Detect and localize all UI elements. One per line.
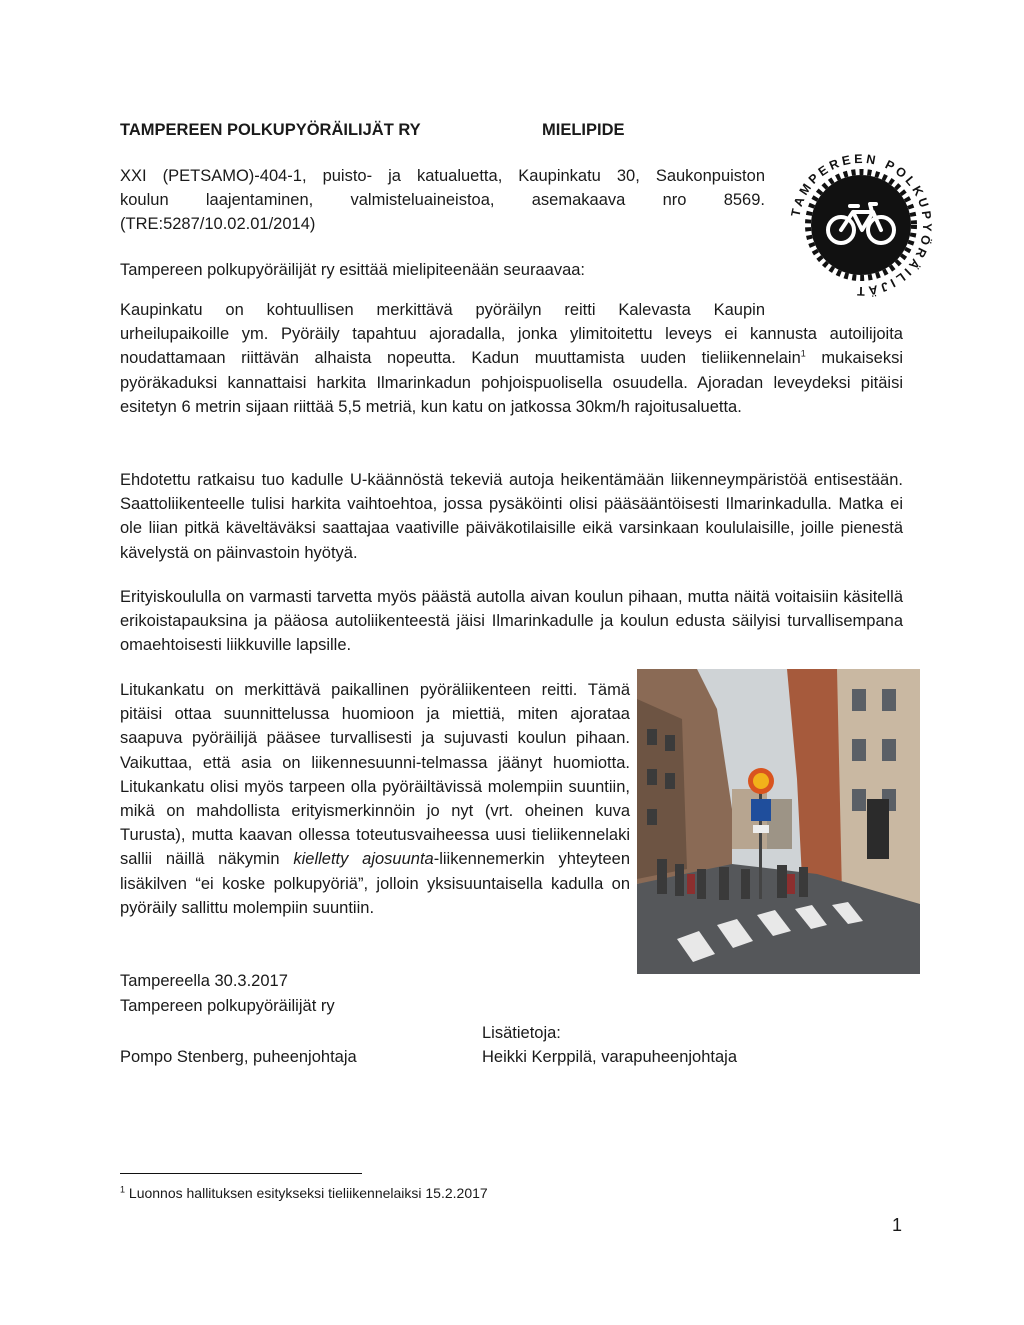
paragraph-1-text-b: mukaiseksi pyöräkaduksi kannattaisi harkita Ilmarinkadun pohjoispuolisella osuudella. Ajoradan leveydeksi pitäisi esitetyn 6 metrin sijaan riittää 5,5 metriä, kun katu on jatkossa 30km/h rajoitusaluetta. xyxy=(120,349,903,416)
footnote-text: Luonnos hallituksen esitykseksi tieliikennelaiksi 15.2.2017 xyxy=(125,1185,488,1201)
organization-header: TAMPEREEN POLKUPYÖRÄILIJÄT RY xyxy=(120,121,421,139)
paragraph-1-first-line: Kaupinkatu on kohtuullisen merkittävä pyöräilyn reitti Kalevasta Kaupin xyxy=(120,301,765,319)
paragraph-1-text-a: urheilupaikoille ym. Pyöräily tapahtuu ajoradalla, jonka ylimitoitettu leveys ei kannusta autoilijoita noudattamaan riittävän alhaista nopeutta. Kadun muuttamista uuden tieliikennelain xyxy=(120,325,903,368)
paragraph-4-text-b: -liikennemerkin yhteyteen lisäkilven “ei koske polkupyöriä”, jolloin yksisuuntaisella kadulla on pyöräily sallittu molempiin suuntiin. xyxy=(120,850,631,917)
footnote xyxy=(120,1185,488,1201)
signature-organization: Tampereen polkupyöräilijät ry xyxy=(120,997,335,1015)
subject-line-1: XXI (PETSAMO)-404-1, puisto- ja katualuetta, Kaupinkatu 30, Saukonpuiston xyxy=(120,167,765,185)
subject-line-2: koulun laajentaminen, valmisteluaineistoa, asemakaava nro 8569. xyxy=(120,191,765,210)
paragraph-4-text-a: Litukankatu on merkittävä paikallinen pyöräliikenteen reitti. Tämä pitäisi ottaa suunnittelussa huomioon ja miettiä, miten ajorataa saapuva pyöräilijä pääsee turvallisesti ja sujuvasti koulun pihaan. Vaikuttaa, että asia on liikennesuunni-telmassa jäänyt huomiotta. Litukankatu olisi myös tarpeen olla pyöräiltävissä molempiin suuntiin, mikä on mahdollista erityismerkinnöin jo nyt (vrt. oheinen kuva Turusta), mutta kaavan ollessa toteutusvaiheessa uusi tieliikennelaki sallii näillä näkymin xyxy=(120,681,630,869)
footnote-reference: 1 xyxy=(800,348,806,359)
street-photo-graphic xyxy=(637,669,920,974)
page-number: 1 xyxy=(892,1215,903,1235)
signer-chairman: Pompo Stenberg, puheenjohtaja xyxy=(120,1048,357,1066)
signer-vice-chairman: Heikki Kerppilä, varapuheenjohtaja xyxy=(482,1048,737,1066)
footnote-divider xyxy=(120,1173,362,1174)
logo-ring-text: TAMPEREEN POLKUPYÖRÄILIJÄT xyxy=(788,151,935,299)
paragraph-4-italic: kielletty ajosuunta xyxy=(293,850,434,869)
paragraph-3: Erityiskoululla on varmasti tarvetta myös päästä autolla aivan koulun pihaan, mutta näitä voitaisiin käsitellä erikoistapauksina ja pääosa autoliikenteestä jäisi Ilmarinkadulle ja koulun edusta säilyisi turvallisempana omaehtoisesti liikkuville lapsille. xyxy=(120,588,903,655)
footnote-number: 1 xyxy=(120,1184,126,1195)
paragraph-1 xyxy=(120,298,903,419)
paragraph-2: Ehdotettu ratkaisu tuo kadulle U-käännöstä tekeviä autoja heikentämään liikenneympäristöä entisestään. Saattoliikenteelle tulisi harkita vaihtoehtoa, jossa pysäköinti olisi pääsääntöisesti Ilmarinkadulla. Matka ei ole liian pitkä käveltäväksi saattajaa vaativille päiväkotilaisille eikä varsinkaan koululaisille, joille pienestä kävelystä on päinvastoin hyötyä. xyxy=(120,471,903,562)
contact-label: Lisätietoja: xyxy=(482,1024,561,1042)
document-type: MIELIPIDE xyxy=(542,121,625,139)
place-date: Tampereella 30.3.2017 xyxy=(120,972,288,990)
intro-line: Tampereen polkupyöräilijät ry esittää mielipiteenään seuraavaa: xyxy=(120,261,586,279)
subject-block xyxy=(120,164,765,237)
street-photo xyxy=(637,669,920,974)
paragraph-4 xyxy=(120,678,630,920)
subject-line-3: (TRE:5287/10.02.01/2014) xyxy=(120,215,316,234)
